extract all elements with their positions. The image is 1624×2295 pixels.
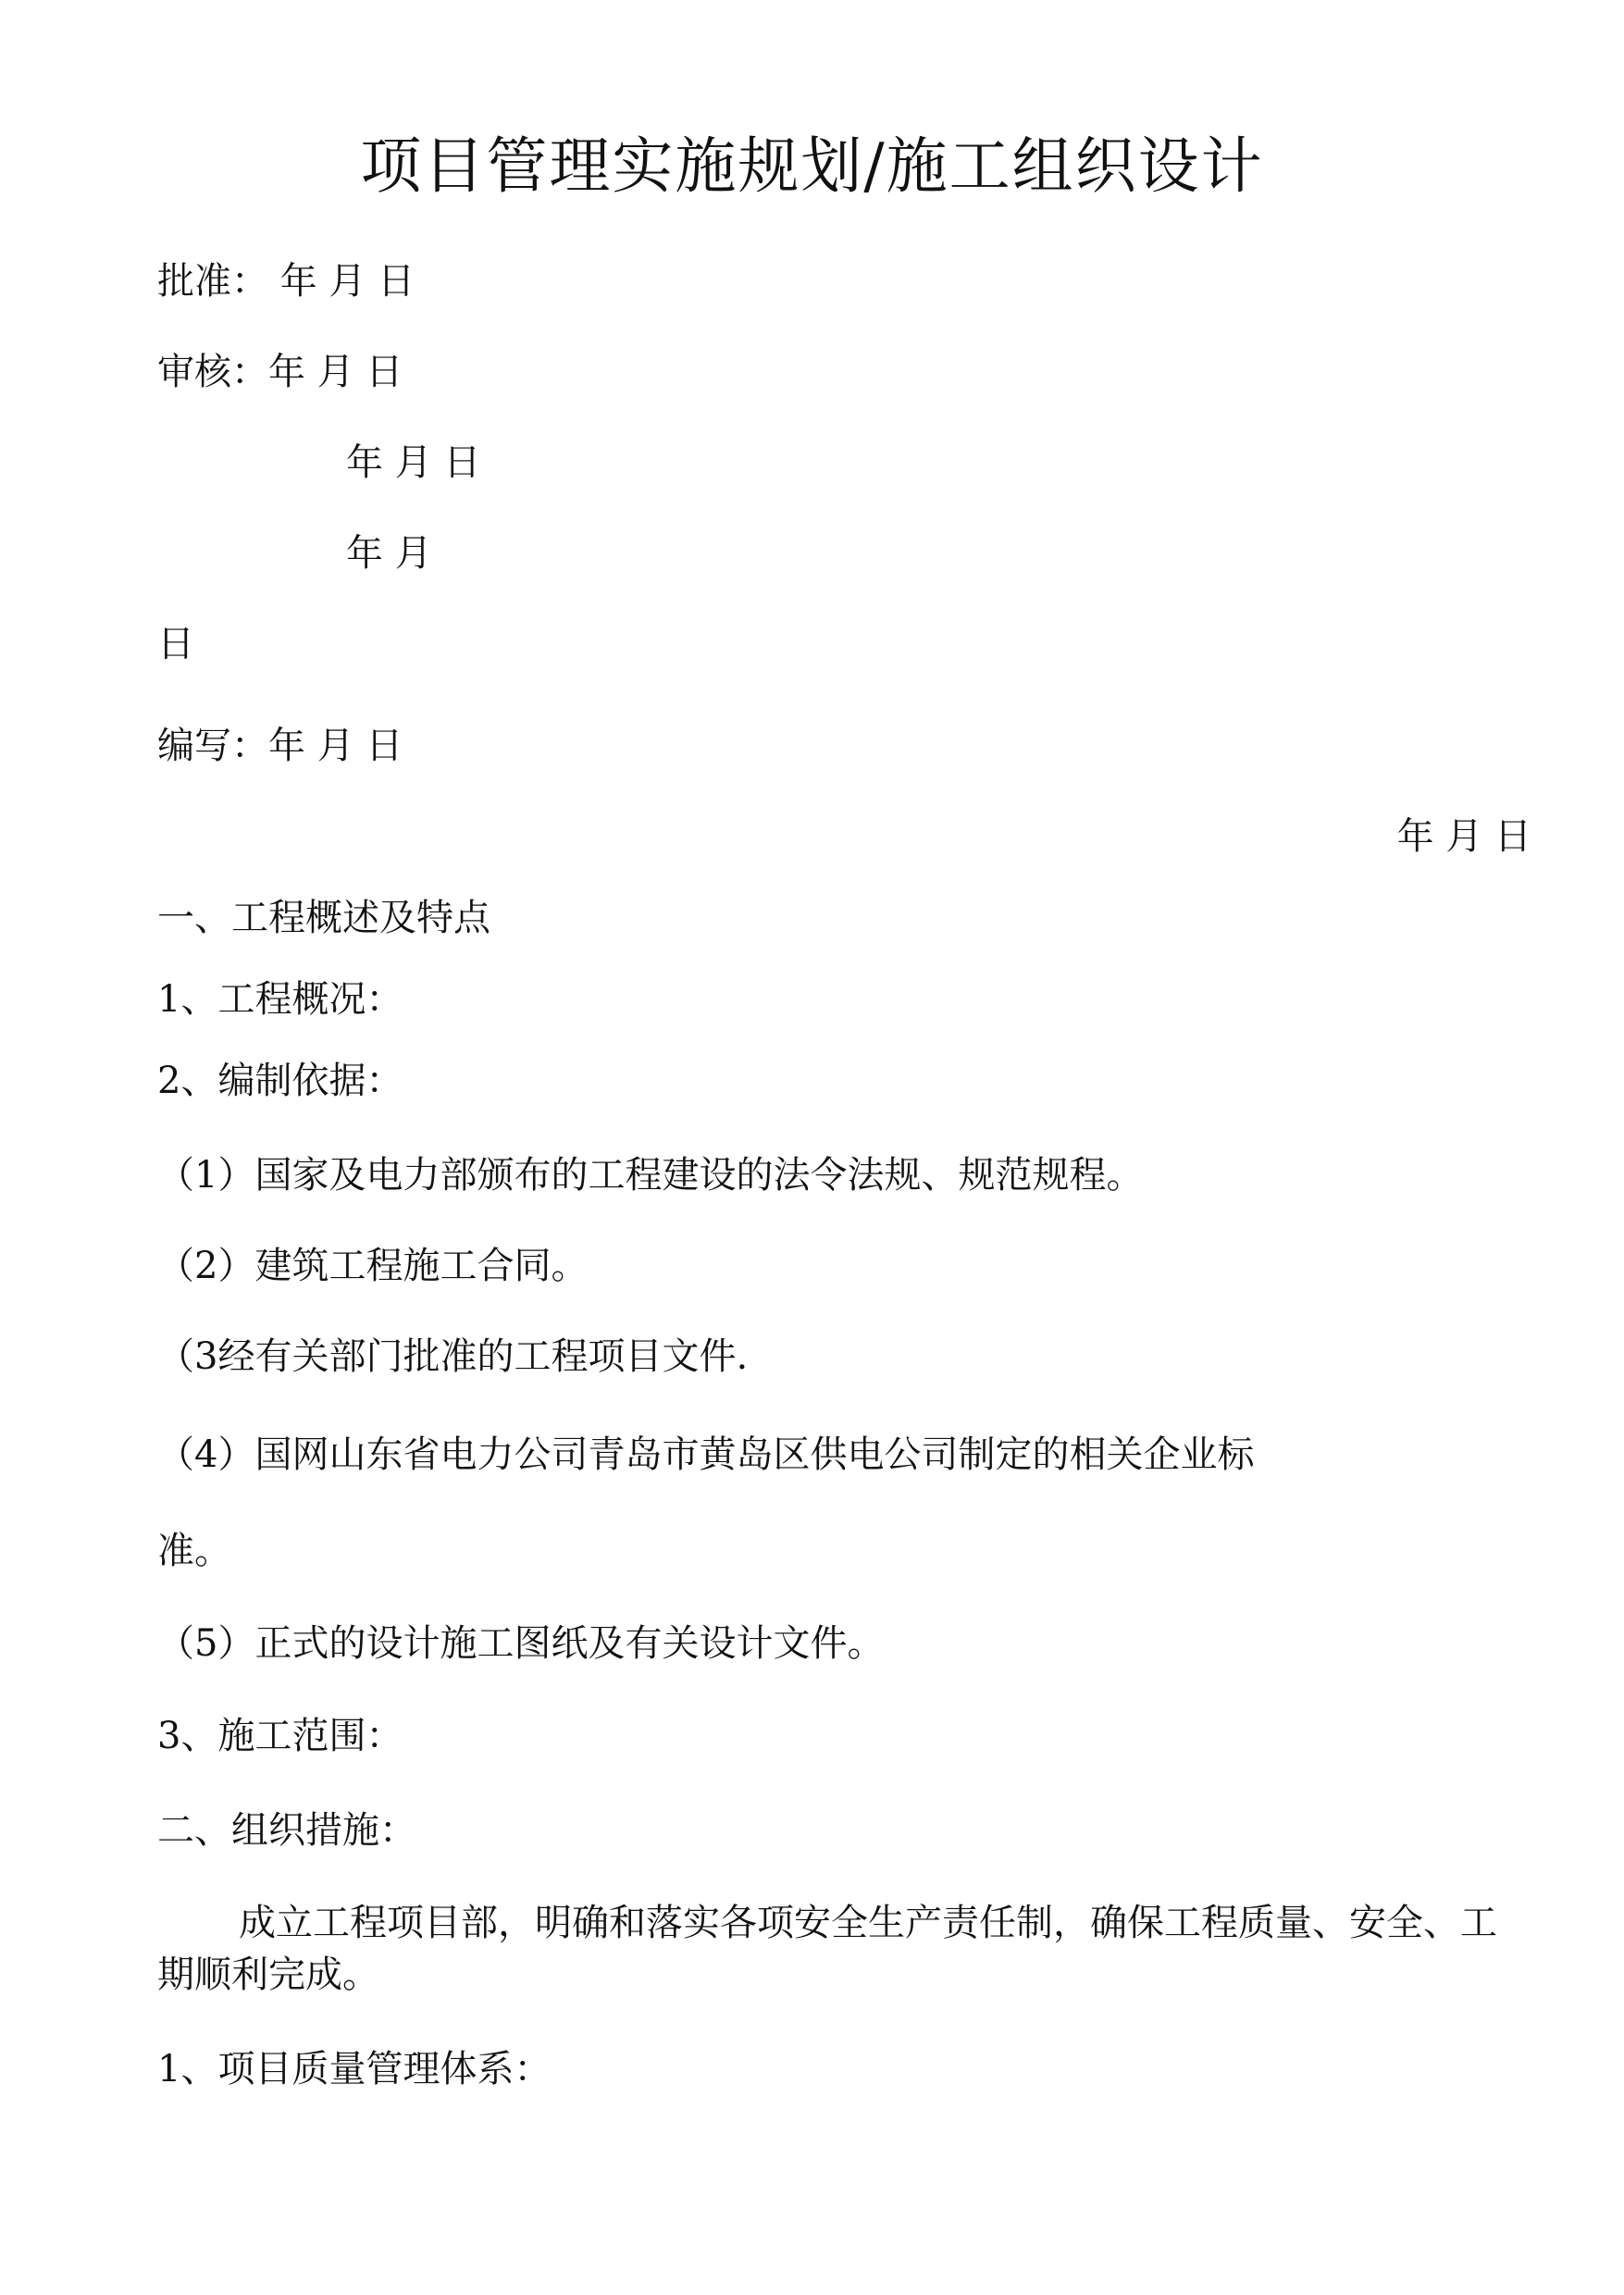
basis-item-2: （2）建筑工程施工合同。 <box>157 1245 589 1287</box>
item-compilation-basis: 2、编制依据： <box>157 1060 403 1102</box>
basis-item-4: （4）国网山东省电力公司青岛市黄岛区供电公司制定的相关企业标 <box>157 1433 1255 1476</box>
basis-item-1: （1）国家及电力部颁布的工程建设的法令法规、规范规程。 <box>157 1154 1144 1197</box>
review-line: 审核：年 月 日 <box>157 351 403 393</box>
basis-item-4-continued: 准。 <box>157 1530 231 1572</box>
item-construction-scope: 3、施工范围： <box>157 1715 403 1757</box>
author-line: 编写：年 月 日 <box>157 725 403 767</box>
date-right: 年 月 日 <box>1396 815 1531 858</box>
date-line-2: 年 月 <box>346 532 432 575</box>
basis-item-5: （5）正式的设计施工图纸及有关设计文件。 <box>157 1622 885 1665</box>
section-heading-2: 二、组织措施： <box>157 1809 416 1852</box>
date-line-1: 年 月 日 <box>346 441 481 484</box>
item-project-overview: 1、工程概况： <box>157 978 403 1021</box>
document-title: 项目管理实施规划/施工组织设计 <box>360 130 1264 202</box>
organization-paragraph: 成立工程项目部，明确和落实各项安全生产责任制，确保工程质量、安全、工期顺利完成。 <box>157 1902 1497 1996</box>
item-quality-management-system: 1、项目质量管理体系： <box>157 2048 552 2090</box>
basis-item-3: （3经有关部门批准的工程项目文件. <box>157 1335 749 1378</box>
date-line-2-continued: 日 <box>157 623 194 665</box>
approval-line: 批准： 年 月 日 <box>157 260 415 303</box>
section-heading-1: 一、工程概述及特点 <box>157 897 490 939</box>
